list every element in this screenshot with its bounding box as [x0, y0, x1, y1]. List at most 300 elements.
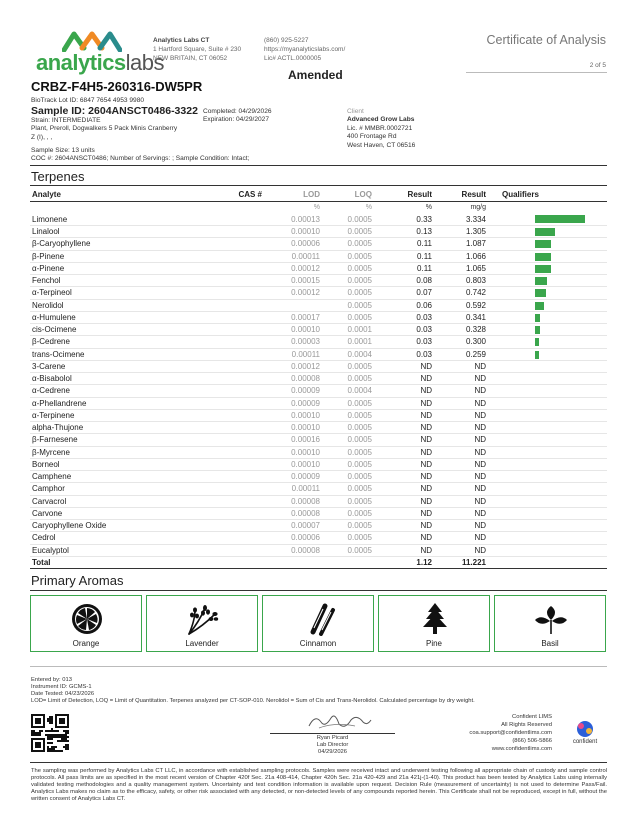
result-bar — [535, 289, 546, 297]
analyte-qualifier — [488, 483, 607, 495]
table-row — [30, 495, 607, 507]
analyte-lod: 0.00011 — [264, 250, 322, 262]
table-row — [30, 324, 607, 336]
analyte-result-pct: 0.08 — [374, 275, 434, 287]
table-row — [30, 250, 607, 262]
analyte-cas — [226, 238, 264, 250]
analyte-name: α-Pinene — [30, 262, 226, 274]
analyte-qualifier — [488, 495, 607, 507]
analyte-name: α-Humulene — [30, 311, 226, 323]
client-name: Advanced Grow Labs — [347, 116, 415, 124]
signer-title: Lab Director — [316, 742, 349, 748]
analyte-cas — [226, 471, 264, 483]
signer-date: 04/29/2026 — [317, 749, 347, 755]
analyte-qualifier — [488, 471, 607, 483]
lims-website[interactable]: www.confidentlims.com — [491, 746, 552, 752]
analyte-result-mg: ND — [434, 495, 488, 507]
table-row — [30, 311, 607, 323]
aroma-label-basil: Basil — [541, 639, 559, 648]
table-row — [30, 299, 607, 311]
analyte-name: cis-Ocimene — [30, 324, 226, 336]
analyte-result-pct: ND — [374, 532, 434, 544]
analyte-cas — [226, 495, 264, 507]
analyte-loq: 0.0005 — [322, 299, 374, 311]
analyte-name: Carvone — [30, 507, 226, 519]
lab-name: Analytics Labs CT — [153, 37, 210, 44]
analyte-qualifier — [488, 213, 607, 225]
total-row — [30, 556, 607, 568]
aroma-card-pine — [378, 595, 490, 652]
analyte-result-mg: ND — [434, 397, 488, 409]
analyte-lod: 0.00015 — [264, 275, 322, 287]
lab-phone: (860) 925-5227 — [264, 37, 309, 44]
table-row — [30, 360, 607, 372]
lab-website[interactable]: https://myanalyticslabs.com/ — [264, 46, 346, 53]
result-bar — [535, 277, 547, 285]
analyte-loq: 0.0004 — [322, 385, 374, 397]
analyte-result-mg: ND — [434, 532, 488, 544]
qr-code[interactable] — [31, 714, 69, 752]
analyte-result-mg: ND — [434, 385, 488, 397]
analyte-lod: 0.00010 — [264, 446, 322, 458]
analyte-loq: 0.0005 — [322, 275, 374, 287]
aroma-card-orange — [30, 595, 142, 652]
analyte-loq: 0.0005 — [322, 311, 374, 323]
lod-loq-note: LOD= Limit of Detection, LOQ = Limit of Quantitation. Terpenes analyzed per CT-SOP-010. Nerolidol = Sum of Cis and Trans-Nerolidol. Calculated percentage by dry weight. — [31, 698, 475, 704]
analyte-cas — [226, 213, 264, 225]
analyte-result-pct: 0.03 — [374, 324, 434, 336]
table-row — [30, 213, 607, 225]
lab-contact — [264, 36, 345, 63]
strain: Strain: INTERMEDIATE — [31, 117, 101, 124]
cinnamon-icon — [299, 602, 339, 636]
instrument-id: Instrument ID: GCMS-1 — [31, 684, 92, 690]
analyte-lod: 0.00008 — [264, 507, 322, 519]
analyte-loq: 0.0005 — [322, 360, 374, 372]
header-loq: LOQ — [322, 189, 374, 201]
analyte-name: α-Terpinene — [30, 409, 226, 421]
analyte-lod: 0.00017 — [264, 311, 322, 323]
analyte-result-pct: 0.11 — [374, 262, 434, 274]
analyte-result-pct: 0.33 — [374, 213, 434, 225]
table-row — [30, 483, 607, 495]
analyte-cas — [226, 422, 264, 434]
analyte-qualifier — [488, 275, 607, 287]
analyte-lod: 0.00006 — [264, 238, 322, 250]
analyte-name: β-Pinene — [30, 250, 226, 262]
analyte-lod: 0.00008 — [264, 544, 322, 556]
analyte-result-mg: 0.803 — [434, 275, 488, 287]
date-tested: Date Tested: 04/23/2026 — [31, 691, 95, 697]
analyte-lod: 0.00009 — [264, 471, 322, 483]
analyte-loq: 0.0005 — [322, 532, 374, 544]
analyte-loq: 0.0005 — [322, 434, 374, 446]
table-row — [30, 532, 607, 544]
analyte-name: β-Farnesene — [30, 434, 226, 446]
lims-info — [469, 713, 552, 753]
analyte-loq: 0.0005 — [322, 507, 374, 519]
analyte-result-mg: 0.259 — [434, 348, 488, 360]
table-row — [30, 348, 607, 360]
header-analyte: Analyte — [30, 189, 226, 201]
sample-size: Sample Size: 13 units — [31, 147, 95, 154]
table-row — [30, 458, 607, 470]
amended-label: Amended — [288, 68, 343, 82]
analyte-result-mg: 0.341 — [434, 311, 488, 323]
analyte-result-mg: 1.066 — [434, 250, 488, 262]
analyte-qualifier — [488, 348, 607, 360]
analyte-cas — [226, 544, 264, 556]
table-row — [30, 471, 607, 483]
analyte-qualifier — [488, 287, 607, 299]
table-row — [30, 422, 607, 434]
total-label: Total — [30, 556, 226, 568]
analyte-lod: 0.00010 — [264, 324, 322, 336]
table-row — [30, 373, 607, 385]
analyte-result-pct: ND — [374, 495, 434, 507]
analyte-name: alpha-Thujone — [30, 422, 226, 434]
analyte-result-mg: ND — [434, 373, 488, 385]
result-bar — [535, 302, 544, 310]
analyte-result-mg: ND — [434, 409, 488, 421]
units-row — [30, 201, 607, 213]
analyte-loq: 0.0004 — [322, 348, 374, 360]
analyte-lod: 0.00010 — [264, 226, 322, 238]
analyte-lod: 0.00003 — [264, 336, 322, 348]
analyte-loq: 0.0005 — [322, 446, 374, 458]
table-row — [30, 336, 607, 348]
analyte-loq: 0.0005 — [322, 483, 374, 495]
analyte-cas — [226, 409, 264, 421]
orange-slice-icon — [67, 602, 107, 636]
client-address2: West Haven, CT 06516 — [347, 141, 416, 149]
analyte-result-mg: 3.334 — [434, 213, 488, 225]
analyte-result-pct: ND — [374, 409, 434, 421]
analyte-qualifier — [488, 262, 607, 274]
analyte-cas — [226, 250, 264, 262]
analyte-lod: 0.00010 — [264, 422, 322, 434]
lavender-icon — [183, 602, 223, 636]
analyte-loq: 0.0005 — [322, 544, 374, 556]
analyte-cas — [226, 275, 264, 287]
table-row — [30, 238, 607, 250]
analyte-loq: 0.0005 — [322, 213, 374, 225]
analyte-name: β-Cedrene — [30, 336, 226, 348]
analyte-cas — [226, 262, 264, 274]
analyte-result-mg: ND — [434, 360, 488, 372]
analyte-result-mg: 0.592 — [434, 299, 488, 311]
analyte-qualifier — [488, 397, 607, 409]
analyte-cas — [226, 532, 264, 544]
analyte-loq: 0.0005 — [322, 226, 374, 238]
analyte-cas — [226, 299, 264, 311]
sample-meta — [31, 147, 249, 164]
aromas-title: Primary Aromas — [31, 573, 124, 588]
analyte-qualifier — [488, 446, 607, 458]
analyte-result-mg: ND — [434, 483, 488, 495]
terpenes-title: Terpenes — [31, 169, 85, 184]
aroma-card-basil — [494, 595, 606, 652]
analyte-loq: 0.0005 — [322, 520, 374, 532]
analyte-result-pct: ND — [374, 544, 434, 556]
analyte-cas — [226, 311, 264, 323]
table-row — [30, 262, 607, 274]
table-row — [30, 446, 607, 458]
analyte-qualifier — [488, 226, 607, 238]
completed-date: Completed: 04/29/2026 — [203, 108, 272, 115]
analyte-qualifier — [488, 373, 607, 385]
analyte-qualifier — [488, 311, 607, 323]
analyte-name: β-Myrcene — [30, 446, 226, 458]
analyte-loq: 0.0005 — [322, 287, 374, 299]
header-cas: CAS # — [226, 189, 264, 201]
unit-pct: % — [425, 203, 432, 211]
analyte-name: trans-Ocimene — [30, 348, 226, 360]
logo-mountains-icon — [62, 30, 122, 52]
lab-address1: 1 Hartford Square, Suite # 230 — [153, 46, 242, 53]
analyte-qualifier — [488, 360, 607, 372]
analyte-qualifier — [488, 250, 607, 262]
analyte-name: Caryophyllene Oxide — [30, 520, 226, 532]
analyte-result-mg: 1.087 — [434, 238, 488, 250]
analyte-loq: 0.0005 — [322, 422, 374, 434]
analyte-name: Carvacrol — [30, 495, 226, 507]
analyte-loq: 0.0005 — [322, 471, 374, 483]
analyte-cas — [226, 520, 264, 532]
sample-details — [31, 117, 177, 142]
analyte-result-mg: ND — [434, 507, 488, 519]
analyte-qualifier — [488, 336, 607, 348]
analyte-qualifier — [488, 238, 607, 250]
analyte-cas — [226, 446, 264, 458]
analyte-qualifier — [488, 507, 607, 519]
terpenes-table — [30, 189, 607, 569]
aroma-label-orange: Orange — [72, 639, 100, 648]
sample-code: CRBZ-F4H5-260316-DW5PR — [31, 79, 203, 94]
total-mg: 11.221 — [434, 556, 488, 568]
analyte-lod: 0.00016 — [264, 434, 322, 446]
table-row — [30, 385, 607, 397]
analyte-result-mg: ND — [434, 422, 488, 434]
analyte-loq: 0.0005 — [322, 495, 374, 507]
result-bar — [535, 265, 551, 273]
lab-license: Lic# ACTL.0000005 — [264, 55, 322, 62]
aroma-label-lavender: Lavender — [185, 639, 219, 648]
analyte-result-mg: ND — [434, 458, 488, 470]
header-qualifiers: Qualifiers — [488, 189, 607, 201]
unit-lod: % — [313, 203, 320, 211]
analyte-lod: 0.00012 — [264, 287, 322, 299]
table-header-row — [30, 189, 607, 201]
table-row — [30, 507, 607, 519]
lab-logo — [36, 30, 165, 76]
analyte-qualifier — [488, 422, 607, 434]
analyte-result-pct: ND — [374, 520, 434, 532]
analyte-result-pct: 0.03 — [374, 336, 434, 348]
analyte-result-mg: 1.065 — [434, 262, 488, 274]
coc-info: COC #: 2604ANSCT0486; Number of Servings: ; Sample Condition: Intact; — [31, 155, 250, 163]
result-bar — [535, 314, 540, 322]
signer-name: Ryan Picard — [316, 735, 349, 741]
product-name: Plant, Preroll, Dogwalkers 5 Pack Minis Cranberry — [31, 125, 178, 133]
analyte-result-pct: 0.11 — [374, 250, 434, 262]
client-block — [347, 108, 415, 150]
analyte-result-mg: ND — [434, 471, 488, 483]
analyte-lod — [264, 299, 322, 311]
lims-phone: (866) 506-5866 — [512, 738, 552, 744]
analyte-loq: 0.0005 — [322, 397, 374, 409]
result-bar — [535, 228, 555, 236]
header-result-mg: Result — [434, 189, 488, 201]
analyte-qualifier — [488, 299, 607, 311]
analyte-name: Fenchol — [30, 275, 226, 287]
unit-mg: mg/g — [470, 203, 486, 211]
analyte-lod: 0.00008 — [264, 373, 322, 385]
analyte-result-pct: ND — [374, 446, 434, 458]
analyte-cas — [226, 287, 264, 299]
analyte-result-mg: 0.742 — [434, 287, 488, 299]
analyte-result-pct: ND — [374, 507, 434, 519]
analyte-name: Camphor — [30, 483, 226, 495]
result-bar — [535, 215, 585, 223]
analyte-result-pct: ND — [374, 458, 434, 470]
signature-icon — [305, 712, 375, 732]
header-result-pct: Result — [374, 189, 434, 201]
table-row — [30, 397, 607, 409]
disclaimer: The sampling was performed by Analytics Labs CT LLC, in accordance with established sampling protocols. Samples were received intact and underwent testing following all appropriate chain of custody and sample control protocols. All pass limits are as specified in the most recent version of Chapter 420f Sec. 21a 408-414, Chapter 420h Sec. 21a 420-429 and 21a 421j-(1-40). This product has been tested by Analytics Labs using internally validated testing methodologies and a quality management system. Uncertainty and test condition information is available upon request. Decision Rule (measurement of uncertainty) is not used to determine Pass/Fail. Analytics Labs makes no claim as to the efficacy, safety, or other risk associated with any detected, or non-detected levels of any compounds reported herein. This Certificate shall not be reproduced, except in full, without the written consent of Analytics Labs CT. — [31, 768, 607, 802]
analyte-name: Borneol — [30, 458, 226, 470]
analyte-lod: 0.00008 — [264, 495, 322, 507]
analyte-result-pct: ND — [374, 471, 434, 483]
table-row — [30, 275, 607, 287]
sample-id: Sample ID: 2604ANSCT0486-3322 — [31, 105, 198, 117]
analyte-cas — [226, 226, 264, 238]
analyte-result-pct: 0.03 — [374, 348, 434, 360]
analyte-cas — [226, 373, 264, 385]
result-bar — [535, 351, 539, 359]
logo-text-analytics: analytics — [36, 50, 126, 75]
analyte-result-mg: ND — [434, 446, 488, 458]
analyte-lod: 0.00012 — [264, 360, 322, 372]
analyte-result-pct: ND — [374, 373, 434, 385]
confident-logo-text: confident — [572, 739, 598, 745]
lims-rights: All Rights Reserved — [501, 722, 552, 728]
analyte-loq: 0.0005 — [322, 458, 374, 470]
analyte-result-mg: ND — [434, 520, 488, 532]
confident-logo-icon — [574, 720, 596, 738]
analyte-name: α-Bisabolol — [30, 373, 226, 385]
unit-loq: % — [365, 203, 372, 211]
analyte-cas — [226, 434, 264, 446]
analyte-name: α-Terpineol — [30, 287, 226, 299]
analyte-result-pct: ND — [374, 434, 434, 446]
analyte-cas — [226, 397, 264, 409]
document-title: Certificate of Analysis — [486, 33, 606, 47]
analyte-name: Camphene — [30, 471, 226, 483]
analyte-loq: 0.0005 — [322, 409, 374, 421]
analyte-result-pct: 0.07 — [374, 287, 434, 299]
analyte-cas — [226, 348, 264, 360]
analyte-result-pct: ND — [374, 483, 434, 495]
analyte-qualifier — [488, 532, 607, 544]
analyte-loq: 0.0001 — [322, 336, 374, 348]
page-number: 2 of 5 — [589, 62, 606, 69]
analyte-name: α-Phellandrene — [30, 397, 226, 409]
lims-email[interactable]: coa.support@confidentlims.com — [469, 730, 552, 736]
signature-block — [270, 712, 395, 756]
analyte-result-pct: 0.13 — [374, 226, 434, 238]
sample-dates — [203, 108, 272, 125]
analyte-qualifier — [488, 520, 607, 532]
table-row — [30, 434, 607, 446]
table-row — [30, 544, 607, 556]
aroma-card-cinnamon — [262, 595, 374, 652]
confident-logo — [563, 720, 607, 750]
aroma-label-pine: Pine — [425, 639, 442, 648]
analyte-qualifier — [488, 458, 607, 470]
analyte-qualifier — [488, 409, 607, 421]
result-bar — [535, 338, 539, 346]
analyte-cas — [226, 483, 264, 495]
aroma-label-cinnamon: Cinnamon — [299, 639, 337, 648]
client-license: Lic. # MMBR.0002721 — [347, 124, 413, 132]
aroma-card-lavender — [146, 595, 258, 652]
header-lod: LOD — [264, 189, 322, 201]
lims-name: Confident LIMS — [512, 714, 552, 720]
analyte-loq: 0.0005 — [322, 238, 374, 250]
expiration-date: Expiration: 04/29/2027 — [203, 116, 269, 124]
result-bar — [535, 253, 551, 261]
analyte-name: Nerolidol — [30, 299, 226, 311]
result-bar — [535, 326, 540, 334]
logo-text-labs: labs — [125, 50, 165, 75]
analyte-name: Eucalyptol — [30, 544, 226, 556]
analyte-lod: 0.00010 — [264, 458, 322, 470]
analyte-lod: 0.00011 — [264, 483, 322, 495]
analyte-result-mg: 0.300 — [434, 336, 488, 348]
analyte-lod: 0.00010 — [264, 409, 322, 421]
lab-address2: NEW BRITAIN, CT 06052 — [153, 55, 228, 62]
analyte-result-mg: ND — [434, 434, 488, 446]
analyte-cas — [226, 507, 264, 519]
analyte-loq: 0.0005 — [322, 373, 374, 385]
table-row — [30, 520, 607, 532]
analyte-result-mg: 1.305 — [434, 226, 488, 238]
client-address1: 400 Frontage Rd — [347, 133, 397, 141]
analyte-lod: 0.00009 — [264, 385, 322, 397]
analyte-result-mg: 0.328 — [434, 324, 488, 336]
test-info — [31, 677, 475, 705]
analyte-lod: 0.00006 — [264, 532, 322, 544]
table-row — [30, 226, 607, 238]
analyte-result-pct: ND — [374, 385, 434, 397]
analyte-cas — [226, 360, 264, 372]
analyte-result-pct: ND — [374, 360, 434, 372]
qr-code-icon — [31, 714, 69, 752]
analyte-lod: 0.00009 — [264, 397, 322, 409]
analyte-lod: 0.00012 — [264, 262, 322, 274]
analyte-qualifier — [488, 324, 607, 336]
biotrack-lot: BioTrack Lot ID: 6847 7654 4953 9980 — [31, 97, 145, 104]
product-name-2: Z (I), , , — [31, 133, 53, 141]
analyte-name: α-Cedrene — [30, 385, 226, 397]
analyte-result-pct: 0.06 — [374, 299, 434, 311]
analyte-result-pct: ND — [374, 422, 434, 434]
analyte-cas — [226, 458, 264, 470]
client-label: Client — [347, 108, 364, 115]
analyte-qualifier — [488, 385, 607, 397]
analyte-name: Linalool — [30, 226, 226, 238]
